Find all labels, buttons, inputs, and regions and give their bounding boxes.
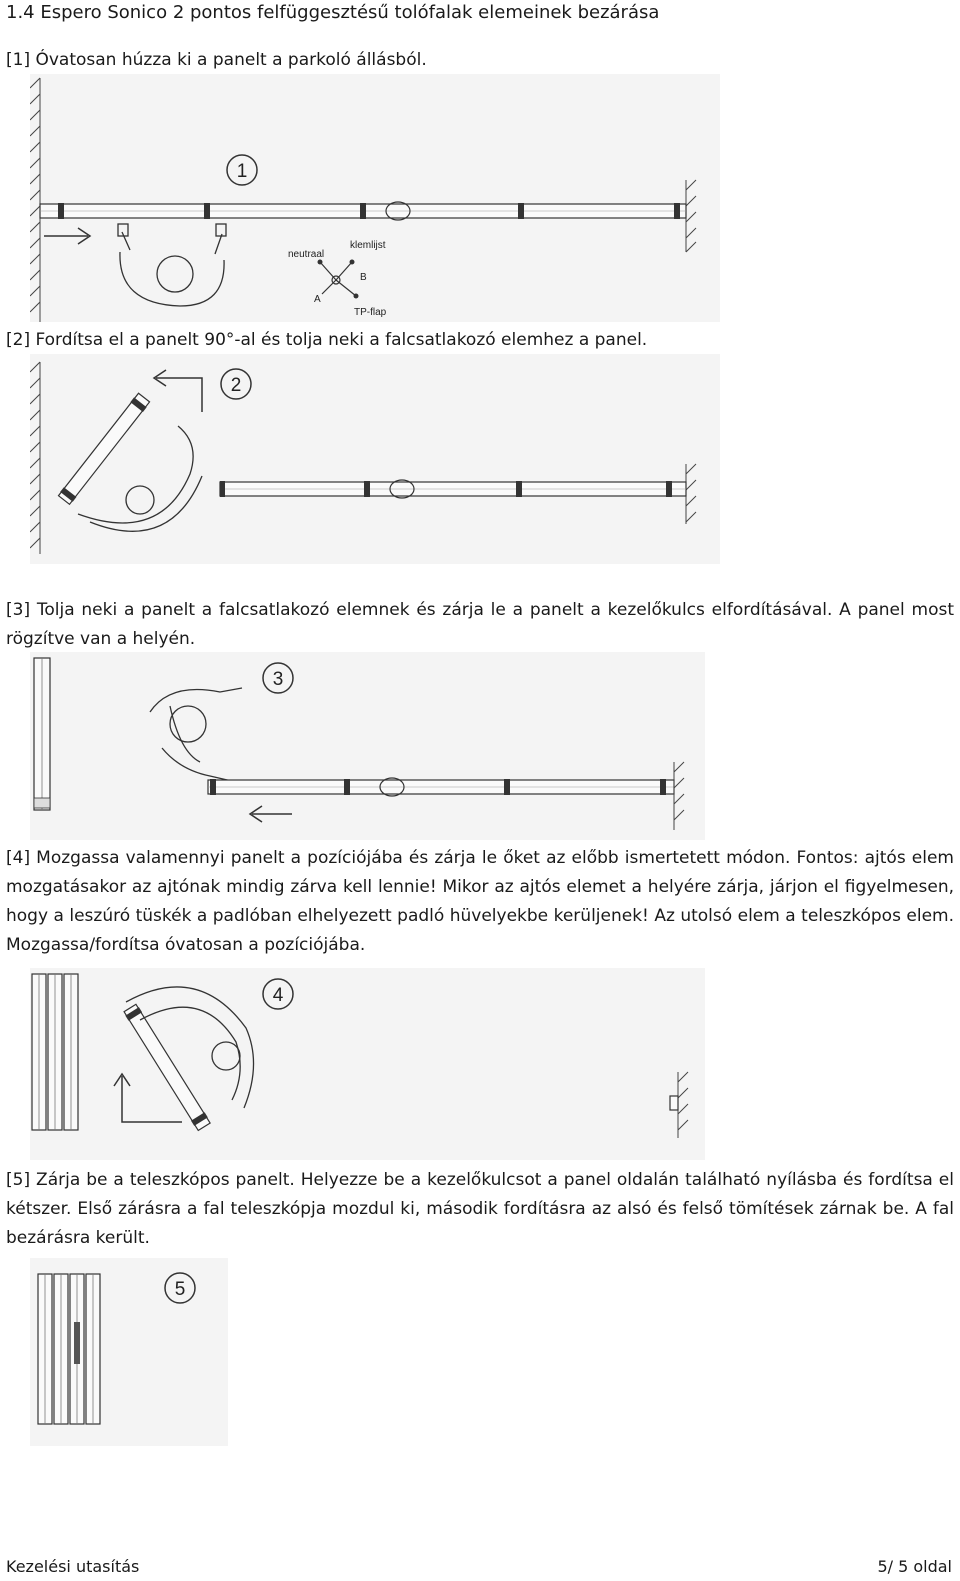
figure-4-number: 4	[272, 985, 284, 1006]
step-3-text: [3] Tolja neki a panelt a falcsatlakozó elemnek és zárja le a panelt a kezelőkulcs elfordításával. A panel most rögzítve van a helyén.	[6, 600, 954, 649]
label-klemlijst: klemlijst	[350, 240, 386, 251]
step-2-text: [2] Fordítsa el a panelt 90°-al és tolja neki a falcsatlakozó elemhez a panel.	[6, 330, 648, 350]
figure-2-number: 2	[230, 375, 242, 396]
figure-3	[30, 652, 705, 840]
step-5-text: [5] Zárja be a teleszkópos panelt. Helyezze be a kezelőkulcsot a panel oldalán található nyílásba és fordítsa el kétszer. Első zárásra a fal teleszkópja mozdul ki, második fordításra az alsó és felső tömítések zárnak be. A fal bezárásra került.	[6, 1170, 954, 1248]
figure-2	[30, 354, 720, 564]
figure-5	[30, 1258, 228, 1446]
figure-1-number: 1	[236, 161, 248, 182]
label-neutraal: neutraal	[288, 249, 325, 260]
figure-3-number: 3	[272, 669, 284, 690]
step-4-text: [4] Mozgassa valamennyi panelt a pozíciójába és zárja le őket az előbb ismertetett módon. Fontos: ajtós elem mozgatásakor az ajtónak mindig zárva kell lennie! Mikor az ajtós elemet a helyére zárja, járjon el figyelmesen, hogy a leszúró tüskék a padlóban elhelyezett padló hüvelyekbe kerüljenek! Az utolsó elem a teleszkópos elem. Mozgassa/fordítsa óvatosan a pozíciójába.	[6, 848, 954, 955]
label-b: B	[360, 272, 367, 283]
footer-page-number: 5/ 5 oldal	[877, 1557, 952, 1576]
page-title: 1.4 Espero Sonico 2 pontos felfüggesztésű tolófalak elemeinek bezárása	[6, 2, 660, 23]
figure-5-number: 5	[174, 1279, 186, 1300]
figure-4	[30, 968, 705, 1160]
footer-document-name: Kezelési utasítás	[6, 1557, 140, 1576]
label-a: A	[314, 294, 321, 305]
label-tp-flap: TP-flap	[354, 307, 387, 318]
step-1-text: [1] Óvatosan húzza ki a panelt a parkoló állásból.	[6, 50, 427, 70]
figure-1	[30, 74, 720, 322]
